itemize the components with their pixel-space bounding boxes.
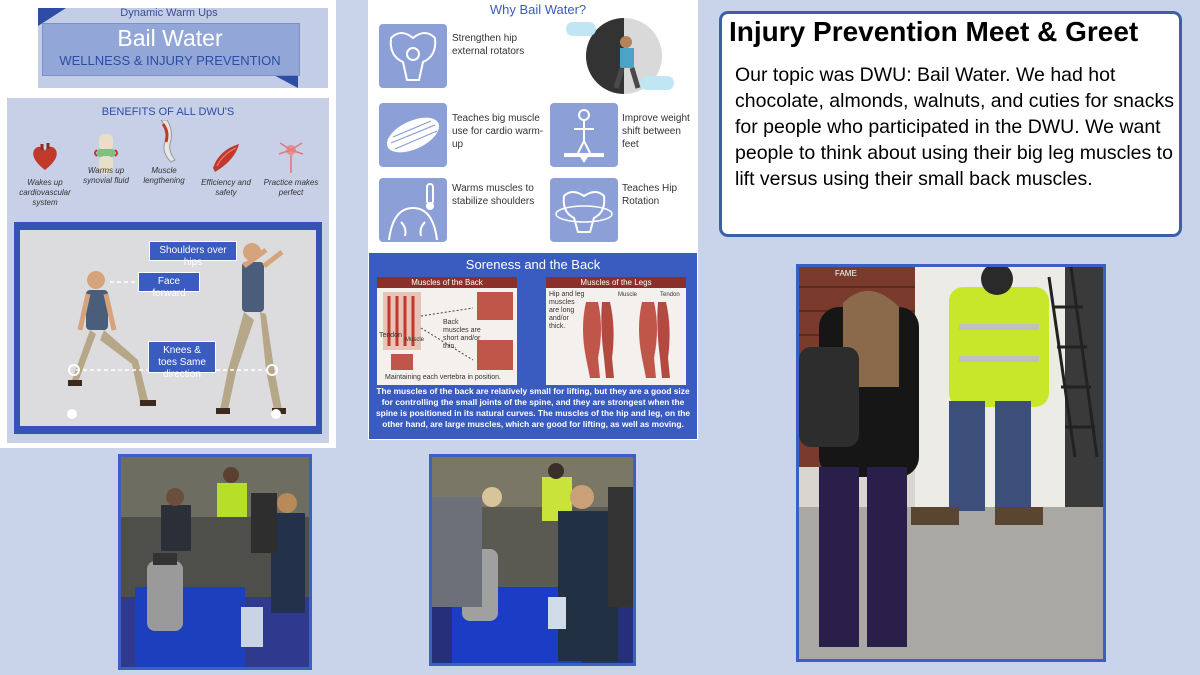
why-item-label: Improve weight shift between feet bbox=[622, 113, 690, 150]
event-photo-right bbox=[796, 264, 1106, 662]
benefit-item bbox=[14, 140, 76, 208]
leg-diagram-header: Muscles of the Legs bbox=[546, 277, 686, 288]
balance-board-icon bbox=[550, 103, 618, 167]
back-diagram-note: Back muscles are short and/or thin. bbox=[443, 319, 481, 350]
soreness-title: Soreness and the Back bbox=[465, 257, 601, 272]
leg-muscle-icon bbox=[147, 120, 181, 164]
back-diagram-header: Muscles of the Back bbox=[377, 277, 517, 288]
soreness-caption: The muscles of the back are relatively small for lifting, but they are a good size for controlling the small joints of the spine, and they are strongest when the spine is positioned in its natural curves. The muscles of the hip and leg, on the other hand, are large muscles, which are good for lifting, as well as moving. bbox=[375, 386, 691, 429]
benefit-item bbox=[195, 140, 257, 198]
poster-subtitle: WELLNESS & INJURY PREVENTION bbox=[59, 53, 281, 68]
meet-greet-title: Injury Prevention Meet & Greet bbox=[729, 16, 1139, 47]
leg-diagram-tendon: Tendon bbox=[660, 292, 680, 298]
why-title: Why Bail Water? bbox=[489, 2, 587, 17]
why-item-label: Warms muscles to stabilize shoulders bbox=[452, 183, 535, 207]
knee-joint-icon bbox=[89, 134, 123, 168]
leg-muscles-diagram bbox=[546, 277, 686, 385]
benefits-title: BENEFITS OF ALL DWU'S bbox=[101, 106, 235, 118]
benefit-item bbox=[260, 140, 322, 198]
heart-icon bbox=[28, 140, 62, 174]
meet-greet-body: Our topic was DWU: Bail Water. We had hot chocolate, almonds, walnuts, and cuties for snacks for people who participated in the DWU. We want people to think about using their big leg muscles to lift versus using their small back muscles. bbox=[735, 64, 1174, 190]
pelvis-icon bbox=[379, 24, 447, 88]
muscle-fiber-icon bbox=[209, 140, 243, 174]
back-diagram-muscle: Muscle bbox=[405, 337, 425, 343]
hip-rotation-icon bbox=[550, 178, 618, 242]
muscle-icon bbox=[379, 103, 447, 167]
cloud-icon bbox=[640, 76, 674, 90]
leg-diagram-note: Hip and leg muscles are long and/or thick. bbox=[549, 291, 585, 330]
event-photo-middle bbox=[429, 454, 636, 666]
cloud-icon bbox=[566, 22, 596, 36]
benefit-item bbox=[133, 120, 195, 186]
benefit-label: Wakes up cardiovascular system bbox=[19, 178, 71, 207]
fame-sign: FAME bbox=[835, 269, 857, 278]
poster-kicker: Dynamic Warm Ups bbox=[120, 7, 218, 19]
callout-shoulders: Shoulders over hips bbox=[149, 241, 237, 261]
poster-title: Bail Water bbox=[117, 25, 223, 51]
benefit-label: Warms up synovial fluid bbox=[83, 166, 129, 185]
benefit-label: Practice makes perfect bbox=[263, 178, 319, 197]
why-item-label: Teaches Hip Rotation bbox=[622, 183, 678, 207]
why-item-label: Strengthen hip external rotators bbox=[452, 33, 525, 57]
callout-knees-toes: Knees & toes Same direction bbox=[148, 341, 216, 373]
back-muscles-diagram bbox=[377, 277, 517, 385]
back-diagram-footer: Maintaining each vertebra in position. bbox=[385, 374, 501, 381]
benefit-label: Efficiency and safety bbox=[201, 178, 251, 197]
leg-diagram-muscle: Muscle bbox=[618, 292, 638, 298]
callout-face-forward: Face forward bbox=[138, 272, 200, 292]
benefit-label: Muscle lengthening bbox=[143, 166, 185, 185]
event-photo-left bbox=[118, 454, 312, 670]
neuron-icon bbox=[274, 140, 308, 174]
benefit-item bbox=[75, 134, 137, 186]
back-diagram-tendon: Tendon bbox=[379, 332, 402, 339]
why-item-label: Teaches big muscle use for cardio warm-up bbox=[452, 113, 544, 150]
thermometer-back-icon bbox=[379, 178, 447, 242]
